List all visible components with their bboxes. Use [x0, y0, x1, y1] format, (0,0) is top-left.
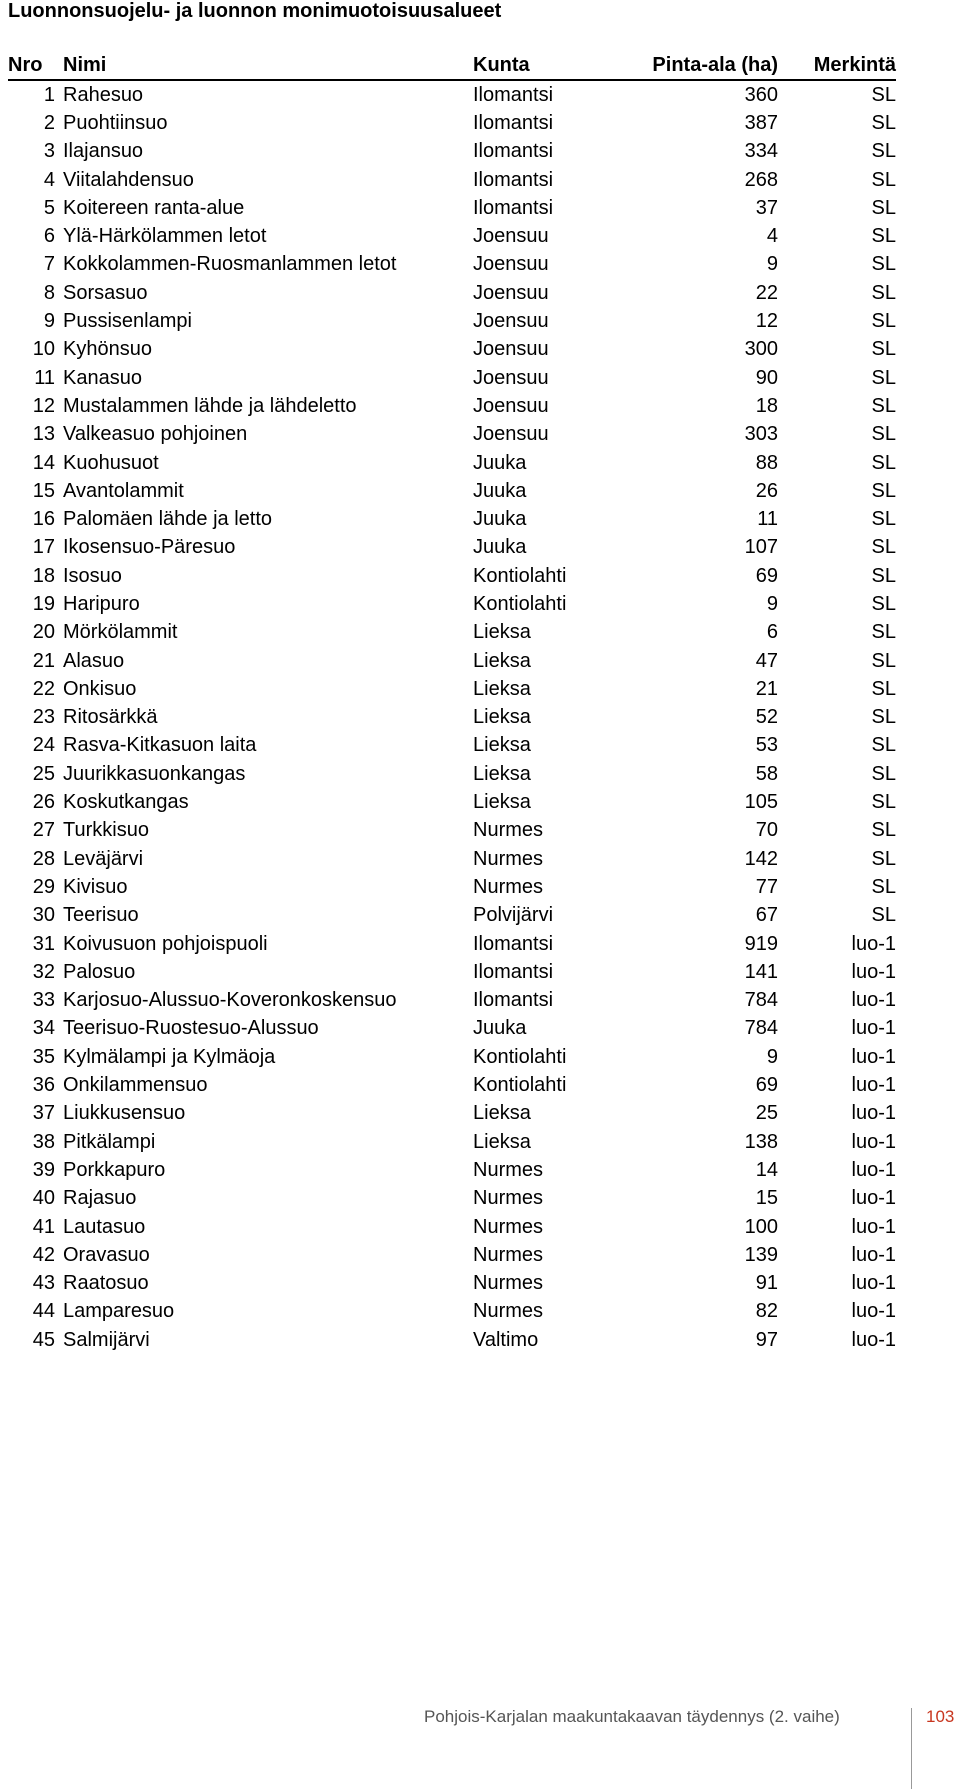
cell-nro: 43 — [32, 1272, 55, 1295]
cell-nro: 16 — [32, 508, 55, 531]
cell-nimi: Sorsasuo — [63, 281, 148, 304]
table-row — [8, 1128, 896, 1156]
cell-nimi: Avantolammit — [63, 479, 184, 502]
cell-pinta-ala: 90 — [755, 366, 778, 389]
cell-nro: 19 — [32, 592, 55, 615]
cell-nro: 38 — [32, 1130, 55, 1153]
table-row — [8, 647, 896, 675]
cell-kunta: Polvijärvi — [473, 904, 554, 927]
page-title: Luonnonsuojelu- ja luonnon monimuotoisuusalueet — [8, 0, 502, 22]
cell-nro: 23 — [32, 706, 55, 729]
cell-pinta-ala: 67 — [755, 904, 778, 927]
cell-nro: 27 — [32, 819, 55, 842]
cell-kunta: Lieksa — [473, 706, 531, 729]
cell-kunta: Valtimo — [473, 1328, 539, 1351]
cell-kunta: Ilomantsi — [473, 83, 554, 106]
header-kunta: Kunta — [473, 52, 611, 80]
cell-kunta: Lieksa — [473, 762, 531, 785]
cell-nimi: Rasva-Kitkasuon laita — [63, 734, 257, 757]
cell-kunta: Kontiolahti — [473, 1074, 567, 1097]
cell-merkinta: SL — [871, 734, 896, 757]
cell-nimi: Rajasuo — [63, 1187, 137, 1210]
cell-pinta-ala: 919 — [744, 932, 778, 955]
cell-pinta-ala: 91 — [755, 1272, 778, 1295]
cell-kunta: Joensuu — [473, 281, 549, 304]
cell-merkinta: SL — [871, 225, 896, 248]
table-row — [8, 958, 896, 986]
table-row — [8, 364, 896, 392]
cell-merkinta: SL — [871, 791, 896, 814]
table-row — [8, 534, 896, 562]
cell-pinta-ala: 70 — [755, 819, 778, 842]
cell-pinta-ala: 9 — [766, 592, 778, 615]
table-row — [8, 421, 896, 449]
table-row — [8, 1298, 896, 1326]
cell-nimi: Leväjärvi — [63, 847, 144, 870]
cell-pinta-ala: 784 — [744, 989, 778, 1012]
cell-nimi: Teerisuo — [63, 904, 139, 927]
cell-nro: 37 — [32, 1102, 55, 1125]
table-row — [8, 449, 896, 477]
cell-nro: 28 — [32, 847, 55, 870]
cell-kunta: Joensuu — [473, 394, 549, 417]
cell-merkinta: SL — [871, 451, 896, 474]
table-row — [8, 1269, 896, 1297]
cell-nimi: Lautasuo — [63, 1215, 146, 1238]
table-row — [8, 1213, 896, 1241]
cell-kunta: Nurmes — [473, 1272, 544, 1295]
cell-merkinta: SL — [871, 677, 896, 700]
cell-nro: 18 — [32, 564, 55, 587]
table-row — [8, 788, 896, 816]
table-row — [8, 902, 896, 930]
cell-merkinta: SL — [871, 423, 896, 446]
cell-nro: 6 — [43, 225, 55, 248]
cell-pinta-ala: 25 — [755, 1102, 778, 1125]
cell-nimi: Rahesuo — [63, 83, 144, 106]
header-merkinta: Merkintä — [778, 52, 896, 80]
cell-pinta-ala: 9 — [766, 253, 778, 276]
cell-nimi: Kokkolammen-Ruosmanlammen letot — [63, 253, 397, 276]
cell-merkinta: SL — [871, 83, 896, 106]
cell-nimi: Palosuo — [63, 960, 136, 983]
cell-nro: 1 — [43, 83, 55, 106]
table-body — [8, 80, 896, 1354]
cell-kunta: Lieksa — [473, 1130, 531, 1153]
cell-nimi: Ilajansuo — [63, 140, 144, 163]
cell-kunta: Nurmes — [473, 1300, 544, 1323]
cell-nro: 10 — [32, 338, 55, 361]
cell-nimi: Karjosuo-Alussuo-Koveronkoskensuo — [63, 989, 397, 1012]
cell-merkinta: luo-1 — [851, 1158, 896, 1181]
cell-pinta-ala: 784 — [744, 1017, 778, 1040]
table-row — [8, 477, 896, 505]
header-nimi: Nimi — [63, 52, 473, 80]
cell-merkinta: luo-1 — [851, 1045, 896, 1068]
cell-kunta: Nurmes — [473, 875, 544, 898]
cell-pinta-ala: 360 — [744, 83, 778, 106]
table-row — [8, 987, 896, 1015]
table-row — [8, 675, 896, 703]
cell-merkinta: SL — [871, 140, 896, 163]
cell-merkinta: luo-1 — [851, 1328, 896, 1351]
cell-merkinta: luo-1 — [851, 1300, 896, 1323]
cell-nro: 29 — [32, 875, 55, 898]
cell-merkinta: luo-1 — [851, 960, 896, 983]
cell-kunta: Kontiolahti — [473, 592, 567, 615]
cell-nimi: Valkeasuo pohjoinen — [63, 423, 248, 446]
cell-kunta: Ilomantsi — [473, 196, 554, 219]
cell-pinta-ala: 4 — [766, 225, 778, 248]
cell-nro: 26 — [32, 791, 55, 814]
table-row — [8, 732, 896, 760]
cell-nimi: Koitereen ranta-alue — [63, 196, 245, 219]
cell-kunta: Nurmes — [473, 819, 544, 842]
cell-pinta-ala: 22 — [755, 281, 778, 304]
cell-nimi: Onkisuo — [63, 677, 137, 700]
cell-nro: 3 — [43, 140, 55, 163]
cell-kunta: Ilomantsi — [473, 111, 554, 134]
cell-pinta-ala: 18 — [755, 394, 778, 417]
table-row — [8, 505, 896, 533]
table-row — [8, 166, 896, 194]
cell-merkinta: SL — [871, 366, 896, 389]
cell-pinta-ala: 334 — [744, 140, 778, 163]
cell-nimi: Ritosärkkä — [63, 706, 158, 729]
cell-nimi: Turkkisuo — [63, 819, 149, 842]
cell-nimi: Ylä-Härkölammen letot — [63, 225, 267, 248]
cell-pinta-ala: 107 — [744, 536, 778, 559]
cell-pinta-ala: 268 — [744, 168, 778, 191]
cell-nro: 7 — [43, 253, 55, 276]
cell-nro: 2 — [43, 111, 55, 134]
cell-nimi: Onkilammensuo — [63, 1074, 208, 1097]
table-row — [8, 817, 896, 845]
cell-merkinta: SL — [871, 904, 896, 927]
table-row — [8, 251, 896, 279]
cell-pinta-ala: 26 — [755, 479, 778, 502]
cell-merkinta: SL — [871, 564, 896, 587]
cell-nimi: Kanasuo — [63, 366, 142, 389]
table-row — [8, 109, 896, 137]
cell-kunta: Ilomantsi — [473, 168, 554, 191]
cell-pinta-ala: 11 — [757, 508, 778, 531]
cell-nimi: Koivusuon pohjoispuoli — [63, 932, 268, 955]
cell-nimi: Oravasuo — [63, 1243, 150, 1266]
cell-nimi: Porkkapuro — [63, 1158, 166, 1181]
table-row — [8, 279, 896, 307]
table-row — [8, 1241, 896, 1269]
cell-kunta: Joensuu — [473, 366, 549, 389]
cell-nro: 45 — [32, 1328, 55, 1351]
areas-table — [8, 52, 896, 1354]
cell-nro: 12 — [32, 394, 55, 417]
table-row — [8, 307, 896, 335]
table-row — [8, 1185, 896, 1213]
cell-merkinta: SL — [871, 111, 896, 134]
header-pinta-ala: Pinta-ala (ha) — [611, 52, 778, 80]
cell-merkinta: luo-1 — [851, 1130, 896, 1153]
cell-pinta-ala: 69 — [755, 1074, 778, 1097]
table-row — [8, 1071, 896, 1099]
cell-kunta: Ilomantsi — [473, 960, 554, 983]
cell-kunta: Joensuu — [473, 253, 549, 276]
cell-nimi: Pussisenlampi — [63, 310, 192, 333]
cell-pinta-ala: 37 — [755, 196, 778, 219]
cell-kunta: Kontiolahti — [473, 564, 567, 587]
cell-kunta: Lieksa — [473, 677, 531, 700]
cell-nimi: Alasuo — [63, 649, 125, 672]
cell-nro: 21 — [32, 649, 55, 672]
cell-nro: 33 — [32, 989, 55, 1012]
cell-nro: 32 — [32, 960, 55, 983]
cell-merkinta: SL — [871, 649, 896, 672]
cell-merkinta: luo-1 — [851, 932, 896, 955]
cell-nro: 15 — [32, 479, 55, 502]
cell-kunta: Juuka — [473, 479, 527, 502]
cell-pinta-ala: 138 — [744, 1130, 778, 1153]
cell-merkinta: luo-1 — [851, 1272, 896, 1295]
cell-nro: 4 — [43, 168, 55, 191]
cell-kunta: Joensuu — [473, 423, 549, 446]
cell-kunta: Juuka — [473, 536, 527, 559]
cell-kunta: Nurmes — [473, 1187, 544, 1210]
cell-merkinta: luo-1 — [851, 1187, 896, 1210]
cell-nro: 34 — [32, 1017, 55, 1040]
cell-nimi: Kyhönsuo — [63, 338, 152, 361]
table-row — [8, 1100, 896, 1128]
cell-kunta: Kontiolahti — [473, 1045, 567, 1068]
cell-pinta-ala: 58 — [755, 762, 778, 785]
cell-nimi: Mörkölammit — [63, 621, 178, 644]
cell-pinta-ala: 21 — [755, 677, 778, 700]
cell-merkinta: SL — [871, 762, 896, 785]
cell-pinta-ala: 47 — [755, 649, 778, 672]
cell-pinta-ala: 14 — [755, 1158, 778, 1181]
cell-pinta-ala: 53 — [755, 734, 778, 757]
table-row — [8, 619, 896, 647]
cell-kunta: Lieksa — [473, 1102, 531, 1125]
cell-nimi: Pitkälampi — [63, 1130, 156, 1153]
cell-kunta: Juuka — [473, 508, 527, 531]
cell-nimi: Viitalahdensuo — [63, 168, 194, 191]
cell-nimi: Mustalammen lähde ja lähdeletto — [63, 394, 357, 417]
table-row — [8, 704, 896, 732]
table-row — [8, 1326, 896, 1354]
cell-nimi: Kuohusuot — [63, 451, 159, 474]
cell-kunta: Nurmes — [473, 1243, 544, 1266]
cell-nimi: Haripuro — [63, 592, 140, 615]
table-row — [8, 873, 896, 901]
page-number: 103 — [926, 1707, 955, 1726]
cell-nro: 8 — [43, 281, 55, 304]
cell-kunta: Ilomantsi — [473, 932, 554, 955]
cell-merkinta: luo-1 — [851, 1017, 896, 1040]
cell-nro: 20 — [32, 621, 55, 644]
cell-pinta-ala: 69 — [755, 564, 778, 587]
cell-nro: 42 — [32, 1243, 55, 1266]
cell-kunta: Joensuu — [473, 225, 549, 248]
cell-pinta-ala: 9 — [766, 1045, 778, 1068]
cell-nro: 31 — [32, 932, 55, 955]
cell-nimi: Isosuo — [63, 564, 122, 587]
cell-kunta: Juuka — [473, 451, 527, 474]
cell-nimi: Ikosensuo-Päresuo — [63, 536, 236, 559]
cell-kunta: Lieksa — [473, 734, 531, 757]
cell-pinta-ala: 100 — [744, 1215, 778, 1238]
table-row — [8, 222, 896, 250]
cell-kunta: Lieksa — [473, 621, 531, 644]
cell-nro: 5 — [43, 196, 55, 219]
cell-merkinta: luo-1 — [851, 1215, 896, 1238]
cell-pinta-ala: 105 — [744, 791, 778, 814]
cell-nimi: Koskutkangas — [63, 791, 189, 814]
cell-nimi: Salmijärvi — [63, 1328, 150, 1351]
cell-pinta-ala: 300 — [744, 338, 778, 361]
cell-pinta-ala: 97 — [755, 1328, 778, 1351]
cell-nro: 39 — [32, 1158, 55, 1181]
cell-kunta: Lieksa — [473, 791, 531, 814]
cell-nro: 41 — [32, 1215, 55, 1238]
cell-merkinta: SL — [871, 536, 896, 559]
table-row — [8, 1043, 896, 1071]
cell-merkinta: SL — [871, 310, 896, 333]
cell-nimi: Raatosuo — [63, 1272, 149, 1295]
cell-nimi: Juurikkasuonkangas — [63, 762, 246, 785]
table-row — [8, 138, 896, 166]
cell-merkinta: SL — [871, 706, 896, 729]
cell-nro: 35 — [32, 1045, 55, 1068]
cell-nimi: Palomäen lähde ja letto — [63, 508, 273, 531]
cell-pinta-ala: 15 — [755, 1187, 778, 1210]
cell-pinta-ala: 52 — [755, 706, 778, 729]
cell-kunta: Juuka — [473, 1017, 527, 1040]
cell-pinta-ala: 142 — [744, 847, 778, 870]
cell-pinta-ala: 139 — [744, 1243, 778, 1266]
cell-nro: 17 — [32, 536, 55, 559]
cell-pinta-ala: 88 — [755, 451, 778, 474]
cell-kunta: Lieksa — [473, 649, 531, 672]
cell-merkinta: luo-1 — [851, 1243, 896, 1266]
cell-kunta: Nurmes — [473, 1215, 544, 1238]
cell-nimi: Puohtiinsuo — [63, 111, 168, 134]
cell-merkinta: SL — [871, 592, 896, 615]
cell-merkinta: SL — [871, 338, 896, 361]
table-row — [8, 562, 896, 590]
cell-merkinta: SL — [871, 847, 896, 870]
cell-nro: 40 — [32, 1187, 55, 1210]
cell-nimi: Lamparesuo — [63, 1300, 175, 1323]
cell-nimi: Kivisuo — [63, 875, 128, 898]
cell-pinta-ala: 303 — [744, 423, 778, 446]
cell-nro: 13 — [32, 423, 55, 446]
header-nro: Nro — [8, 52, 63, 80]
table-row — [8, 194, 896, 222]
cell-kunta: Nurmes — [473, 847, 544, 870]
footer-title: Pohjois-Karjalan maakuntakaavan täydennys (2. vaihe) — [424, 1707, 840, 1726]
cell-merkinta: SL — [871, 819, 896, 842]
table-row — [8, 845, 896, 873]
cell-merkinta: luo-1 — [851, 1102, 896, 1125]
table-row — [8, 930, 896, 958]
cell-kunta: Ilomantsi — [473, 989, 554, 1012]
table-row — [8, 392, 896, 420]
cell-nro: 24 — [32, 734, 55, 757]
cell-pinta-ala: 141 — [744, 960, 778, 983]
table-header-row — [8, 52, 896, 80]
table-row — [8, 1156, 896, 1184]
cell-pinta-ala: 77 — [755, 875, 778, 898]
table-row — [8, 760, 896, 788]
cell-nro: 36 — [32, 1074, 55, 1097]
cell-kunta: Nurmes — [473, 1158, 544, 1181]
cell-merkinta: SL — [871, 394, 896, 417]
cell-nro: 11 — [34, 366, 55, 389]
cell-nro: 22 — [32, 677, 55, 700]
table-row — [8, 336, 896, 364]
footer-divider — [911, 1708, 912, 1789]
cell-merkinta: SL — [871, 621, 896, 644]
cell-nro: 9 — [43, 310, 55, 333]
cell-nro: 30 — [32, 904, 55, 927]
cell-pinta-ala: 6 — [766, 621, 778, 644]
table-row — [8, 80, 896, 109]
cell-kunta: Joensuu — [473, 338, 549, 361]
table-row — [8, 1015, 896, 1043]
cell-merkinta: luo-1 — [851, 989, 896, 1012]
cell-merkinta: SL — [871, 281, 896, 304]
cell-merkinta: luo-1 — [851, 1074, 896, 1097]
cell-nro: 25 — [32, 762, 55, 785]
cell-merkinta: SL — [871, 253, 896, 276]
cell-kunta: Joensuu — [473, 310, 549, 333]
table-row — [8, 590, 896, 618]
cell-merkinta: SL — [871, 479, 896, 502]
cell-merkinta: SL — [871, 196, 896, 219]
cell-pinta-ala: 82 — [755, 1300, 778, 1323]
cell-merkinta: SL — [871, 508, 896, 531]
cell-merkinta: SL — [871, 875, 896, 898]
cell-pinta-ala: 12 — [755, 310, 778, 333]
cell-nimi: Liukkusensuo — [63, 1102, 186, 1125]
cell-nimi: Teerisuo-Ruostesuo-Alussuo — [63, 1017, 319, 1040]
cell-nro: 14 — [32, 451, 55, 474]
cell-kunta: Ilomantsi — [473, 140, 554, 163]
cell-nro: 44 — [32, 1300, 55, 1323]
cell-merkinta: SL — [871, 168, 896, 191]
cell-pinta-ala: 387 — [744, 111, 778, 134]
cell-nimi: Kylmälampi ja Kylmäoja — [63, 1045, 276, 1068]
